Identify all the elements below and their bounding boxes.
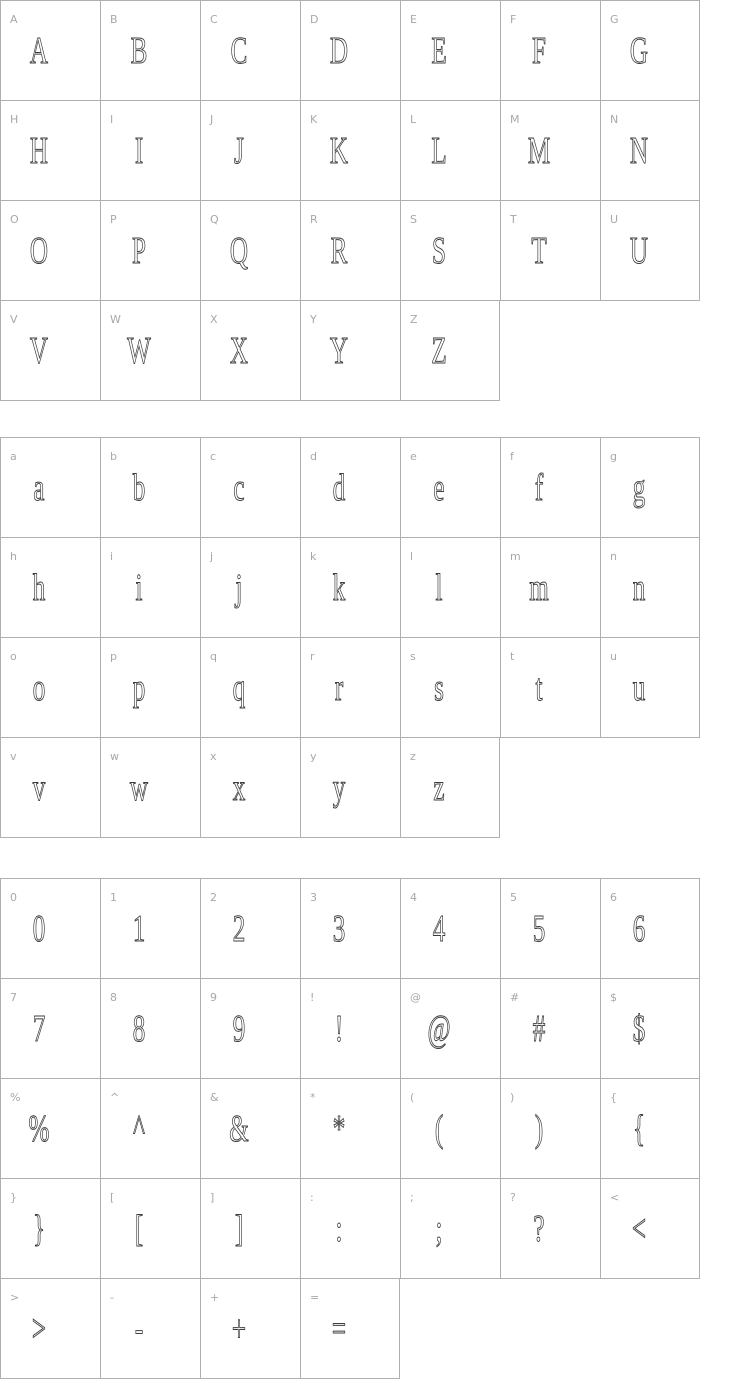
glyph-cell [300, 538, 400, 638]
glyph-cell [500, 538, 600, 638]
glyph-cell [400, 879, 500, 979]
glyph-row [0, 1079, 700, 1179]
cell-label: H [10, 113, 19, 126]
glyph-cell [300, 438, 400, 538]
glyph-cell [600, 638, 700, 738]
cell-label: ? [510, 1191, 516, 1204]
cell-glyph: L [431, 130, 447, 172]
cell-label: 7 [10, 991, 17, 1004]
cell-glyph: 0 [32, 908, 46, 950]
cell-glyph: R [330, 230, 348, 272]
cell-label: Z [410, 313, 418, 326]
glyph-row [0, 101, 700, 201]
cell-glyph: 8 [132, 1008, 146, 1050]
cell-glyph: = [331, 1308, 347, 1350]
cell-glyph: A [29, 30, 49, 72]
cell-label: z [410, 750, 416, 763]
cell-glyph: M [527, 130, 551, 172]
cell-glyph: 5 [532, 908, 546, 950]
glyph-cell [500, 438, 600, 538]
cell-label: n [610, 550, 617, 563]
glyph-cell [0, 438, 100, 538]
glyph-cell [100, 638, 200, 738]
glyph-cell [0, 1079, 100, 1179]
glyph-cell [400, 538, 500, 638]
cell-label: S [410, 213, 417, 226]
glyph-cell [100, 201, 200, 301]
cell-glyph: p [132, 667, 146, 709]
cell-label: p [110, 650, 117, 663]
cell-label: : [310, 1191, 314, 1204]
cell-glyph: + [231, 1308, 247, 1350]
glyph-cell [400, 1, 500, 101]
glyph-cell [400, 301, 500, 401]
glyph-row [0, 438, 700, 538]
glyph-cell [100, 1079, 200, 1179]
cell-glyph: F [532, 30, 546, 72]
cell-glyph: 7 [32, 1008, 46, 1050]
cell-glyph: s [434, 667, 444, 709]
cell-label: s [410, 650, 416, 663]
cell-label: G [610, 13, 619, 26]
glyph-cell [300, 879, 400, 979]
cell-glyph: r [334, 667, 344, 709]
cell-glyph: J [234, 130, 244, 172]
glyph-row [0, 201, 700, 301]
glyph-cell [200, 438, 300, 538]
cell-glyph: w [129, 767, 149, 809]
glyph-cell [300, 738, 400, 838]
cell-glyph: z [433, 767, 445, 809]
glyph-cell [100, 979, 200, 1079]
cell-label: ] [210, 1191, 215, 1204]
cell-glyph: ! [334, 1008, 344, 1050]
glyph-cell [500, 201, 600, 301]
cell-label: % [10, 1091, 21, 1104]
cell-label: 1 [110, 891, 117, 904]
glyph-cell [0, 201, 100, 301]
glyph-cell [200, 101, 300, 201]
cell-label: o [10, 650, 17, 663]
cell-glyph: D [329, 30, 349, 72]
cell-glyph: k [332, 567, 346, 609]
glyph-cell [0, 1, 100, 101]
glyph-cell [400, 979, 500, 1079]
glyph-row [0, 738, 700, 838]
cell-label: q [210, 650, 217, 663]
cell-glyph: 3 [332, 908, 346, 950]
glyph-cell [300, 1079, 400, 1179]
glyph-row [0, 301, 700, 401]
cell-label: ; [410, 1191, 414, 1204]
cell-label: 8 [110, 991, 117, 1004]
glyph-cell [400, 1079, 500, 1179]
cell-label: 4 [410, 891, 417, 904]
glyph-cell [200, 638, 300, 738]
glyph-cell [200, 538, 300, 638]
cell-label: L [410, 113, 417, 126]
glyph-cell [600, 101, 700, 201]
glyph-row [0, 538, 700, 638]
glyph-cell [500, 979, 600, 1079]
cell-glyph: 6 [632, 908, 646, 950]
cell-label: r [310, 650, 315, 663]
cell-glyph: [ [134, 1208, 144, 1250]
cell-glyph: I [134, 130, 144, 172]
glyph-cell [0, 879, 100, 979]
cell-label: T [510, 213, 517, 226]
cell-label: t [510, 650, 515, 663]
glyph-cell [100, 438, 200, 538]
cell-glyph: j [235, 567, 243, 609]
cell-label: j [210, 550, 214, 563]
glyph-cell [0, 738, 100, 838]
glyph-row [0, 1179, 700, 1279]
glyph-cell [600, 438, 700, 538]
cell-label: ( [410, 1091, 415, 1104]
glyph-cell [0, 538, 100, 638]
cell-label: [ [110, 1191, 115, 1204]
cell-glyph: h [32, 567, 46, 609]
cell-label: X [210, 313, 218, 326]
glyph-cell [300, 1, 400, 101]
cell-label: c [210, 450, 217, 463]
cell-glyph: # [532, 1008, 546, 1050]
cell-label: J [210, 113, 214, 126]
cell-glyph: n [632, 567, 646, 609]
cell-label: E [410, 13, 417, 26]
cell-label: # [510, 991, 520, 1004]
cell-glyph: ; [435, 1208, 443, 1250]
cell-glyph: U [629, 230, 649, 272]
cell-label: @ [410, 991, 421, 1004]
glyph-cell [100, 1279, 200, 1379]
cell-glyph: > [31, 1308, 47, 1350]
cell-glyph: < [631, 1208, 647, 1250]
glyph-cell [300, 1279, 400, 1379]
glyph-cell [400, 638, 500, 738]
cell-label: P [110, 213, 117, 226]
cell-label: Y [310, 313, 317, 326]
cell-label: y [310, 750, 317, 763]
glyph-cell [600, 879, 700, 979]
cell-glyph: T [531, 230, 547, 272]
cell-label: B [110, 13, 118, 26]
cell-label: M [510, 113, 520, 126]
cell-glyph: v [32, 767, 46, 809]
cell-label: k [310, 550, 317, 563]
cell-glyph: ? [533, 1208, 545, 1250]
cell-label: ! [310, 991, 315, 1004]
cell-label: W [110, 313, 121, 326]
cell-label: F [510, 13, 517, 26]
cell-glyph: ^ [133, 1108, 145, 1150]
cell-glyph: Z [431, 330, 447, 372]
glyph-cell [300, 1179, 400, 1279]
glyph-cell [200, 301, 300, 401]
cell-glyph: P [132, 230, 146, 272]
cell-label: w [110, 750, 119, 763]
cell-label: ) [510, 1091, 515, 1104]
glyph-cell [400, 201, 500, 301]
cell-label: m [510, 550, 521, 563]
glyph-cell [600, 1179, 700, 1279]
cell-glyph: l [435, 567, 443, 609]
glyph-cell [400, 438, 500, 538]
glyph-cell [600, 538, 700, 638]
cell-label: C [210, 13, 218, 26]
uppercase-letters-section [0, 0, 700, 401]
glyph-cell [0, 101, 100, 201]
cell-label: < [610, 1191, 620, 1204]
glyph-cell [200, 1179, 300, 1279]
cell-glyph: o [32, 667, 46, 709]
cell-glyph: y [332, 767, 346, 809]
cell-glyph: q [232, 667, 246, 709]
cell-glyph: c [233, 467, 245, 509]
cell-glyph: { [632, 1108, 646, 1150]
cell-glyph: $ [632, 1008, 646, 1050]
glyph-cell [400, 1179, 500, 1279]
cell-label: * [310, 1091, 316, 1104]
cell-glyph: 2 [232, 908, 246, 950]
cell-glyph: ] [234, 1208, 244, 1250]
cell-glyph: - [134, 1308, 144, 1350]
cell-label: d [310, 450, 317, 463]
glyph-cell [500, 1179, 600, 1279]
glyph-row [0, 1, 700, 101]
cell-label: g [610, 450, 617, 463]
glyph-cell [600, 201, 700, 301]
cell-glyph: : [335, 1208, 343, 1250]
glyph-cell [100, 879, 200, 979]
glyph-cell [200, 1279, 300, 1379]
glyph-cell [400, 738, 500, 838]
cell-glyph: } [32, 1208, 46, 1250]
cell-label: b [110, 450, 117, 463]
cell-label: } [10, 1191, 17, 1204]
cell-glyph: H [29, 130, 49, 172]
cell-label: i [110, 550, 114, 563]
numbers-symbols-section [0, 878, 700, 1379]
cell-label: { [610, 1091, 617, 1104]
glyph-cell [100, 301, 200, 401]
glyph-cell [600, 979, 700, 1079]
cell-label: A [10, 13, 18, 26]
cell-glyph: i [135, 567, 143, 609]
cell-glyph: V [29, 330, 49, 372]
cell-glyph: K [329, 130, 349, 172]
cell-glyph: t [535, 667, 543, 709]
cell-glyph: d [332, 467, 346, 509]
cell-label: a [10, 450, 17, 463]
cell-glyph: B [130, 30, 148, 72]
cell-glyph: N [629, 130, 649, 172]
cell-label: Q [210, 213, 219, 226]
cell-label: 6 [610, 891, 617, 904]
glyph-cell [400, 101, 500, 201]
cell-label: $ [610, 991, 617, 1004]
glyph-cell [100, 1, 200, 101]
cell-label: e [410, 450, 417, 463]
glyph-cell [0, 638, 100, 738]
glyph-cell [200, 979, 300, 1079]
glyph-cell [100, 538, 200, 638]
cell-label: - [110, 1291, 114, 1304]
glyph-row [0, 1279, 700, 1379]
cell-label: ^ [110, 1091, 120, 1104]
cell-glyph: f [534, 467, 544, 509]
cell-label: 5 [510, 891, 517, 904]
cell-label: 0 [10, 891, 17, 904]
cell-glyph: W [127, 330, 151, 372]
glyph-cell [200, 1, 300, 101]
cell-label: + [210, 1291, 220, 1304]
cell-glyph: Q [229, 230, 249, 272]
cell-glyph: Y [329, 330, 349, 372]
glyph-cell [500, 1079, 600, 1179]
cell-label: u [610, 650, 617, 663]
cell-glyph: 9 [232, 1008, 246, 1050]
cell-glyph: @ [427, 1008, 451, 1050]
glyph-cell [0, 1179, 100, 1279]
cell-label: U [610, 213, 619, 226]
cell-glyph: 4 [432, 908, 446, 950]
cell-glyph: * [332, 1108, 346, 1150]
glyph-cell [200, 1079, 300, 1179]
cell-glyph: E [431, 30, 447, 72]
cell-label: > [10, 1291, 20, 1304]
glyph-cell [300, 301, 400, 401]
glyph-row [0, 638, 700, 738]
glyph-cell [500, 638, 600, 738]
glyph-cell [500, 101, 600, 201]
cell-glyph: a [33, 467, 45, 509]
cell-label: I [110, 113, 114, 126]
cell-label: & [210, 1091, 219, 1104]
cell-glyph: u [632, 667, 646, 709]
cell-label: N [610, 113, 619, 126]
cell-glyph: ) [534, 1108, 544, 1150]
cell-label: f [510, 450, 514, 463]
cell-label: l [410, 550, 414, 563]
cell-glyph: g [632, 467, 646, 509]
glyph-cell [300, 638, 400, 738]
glyph-row [0, 979, 700, 1079]
cell-label: 3 [310, 891, 317, 904]
glyph-cell [500, 879, 600, 979]
glyph-cell [300, 979, 400, 1079]
cell-label: v [10, 750, 17, 763]
cell-label: h [10, 550, 17, 563]
cell-label: 9 [210, 991, 217, 1004]
cell-label: 2 [210, 891, 217, 904]
cell-label: V [10, 313, 18, 326]
glyph-cell [100, 1179, 200, 1279]
cell-glyph: m [529, 567, 549, 609]
cell-glyph: & [229, 1108, 249, 1150]
glyph-cell [600, 1, 700, 101]
glyph-cell [200, 879, 300, 979]
cell-label: K [310, 113, 318, 126]
glyph-cell [500, 1, 600, 101]
cell-label: D [310, 13, 319, 26]
glyph-cell [100, 101, 200, 201]
cell-glyph: O [29, 230, 49, 272]
cell-label: R [310, 213, 318, 226]
cell-glyph: X [229, 330, 249, 372]
cell-label: x [210, 750, 217, 763]
glyph-cell [0, 1279, 100, 1379]
cell-glyph: S [432, 230, 446, 272]
cell-glyph: G [629, 30, 649, 72]
lowercase-letters-section [0, 437, 700, 838]
glyph-cell [0, 979, 100, 1079]
glyph-cell [200, 201, 300, 301]
glyph-cell [600, 1079, 700, 1179]
glyph-cell [300, 201, 400, 301]
cell-label: = [310, 1291, 320, 1304]
glyph-cell [300, 101, 400, 201]
cell-glyph: C [230, 30, 248, 72]
cell-glyph: ( [434, 1108, 444, 1150]
glyph-cell [100, 738, 200, 838]
cell-glyph: 1 [132, 908, 146, 950]
cell-glyph: e [433, 467, 445, 509]
cell-glyph: % [28, 1108, 50, 1150]
cell-glyph: x [232, 767, 246, 809]
cell-glyph: b [132, 467, 146, 509]
cell-label: O [10, 213, 19, 226]
glyph-cell [200, 738, 300, 838]
glyph-cell [0, 301, 100, 401]
glyph-row [0, 879, 700, 979]
